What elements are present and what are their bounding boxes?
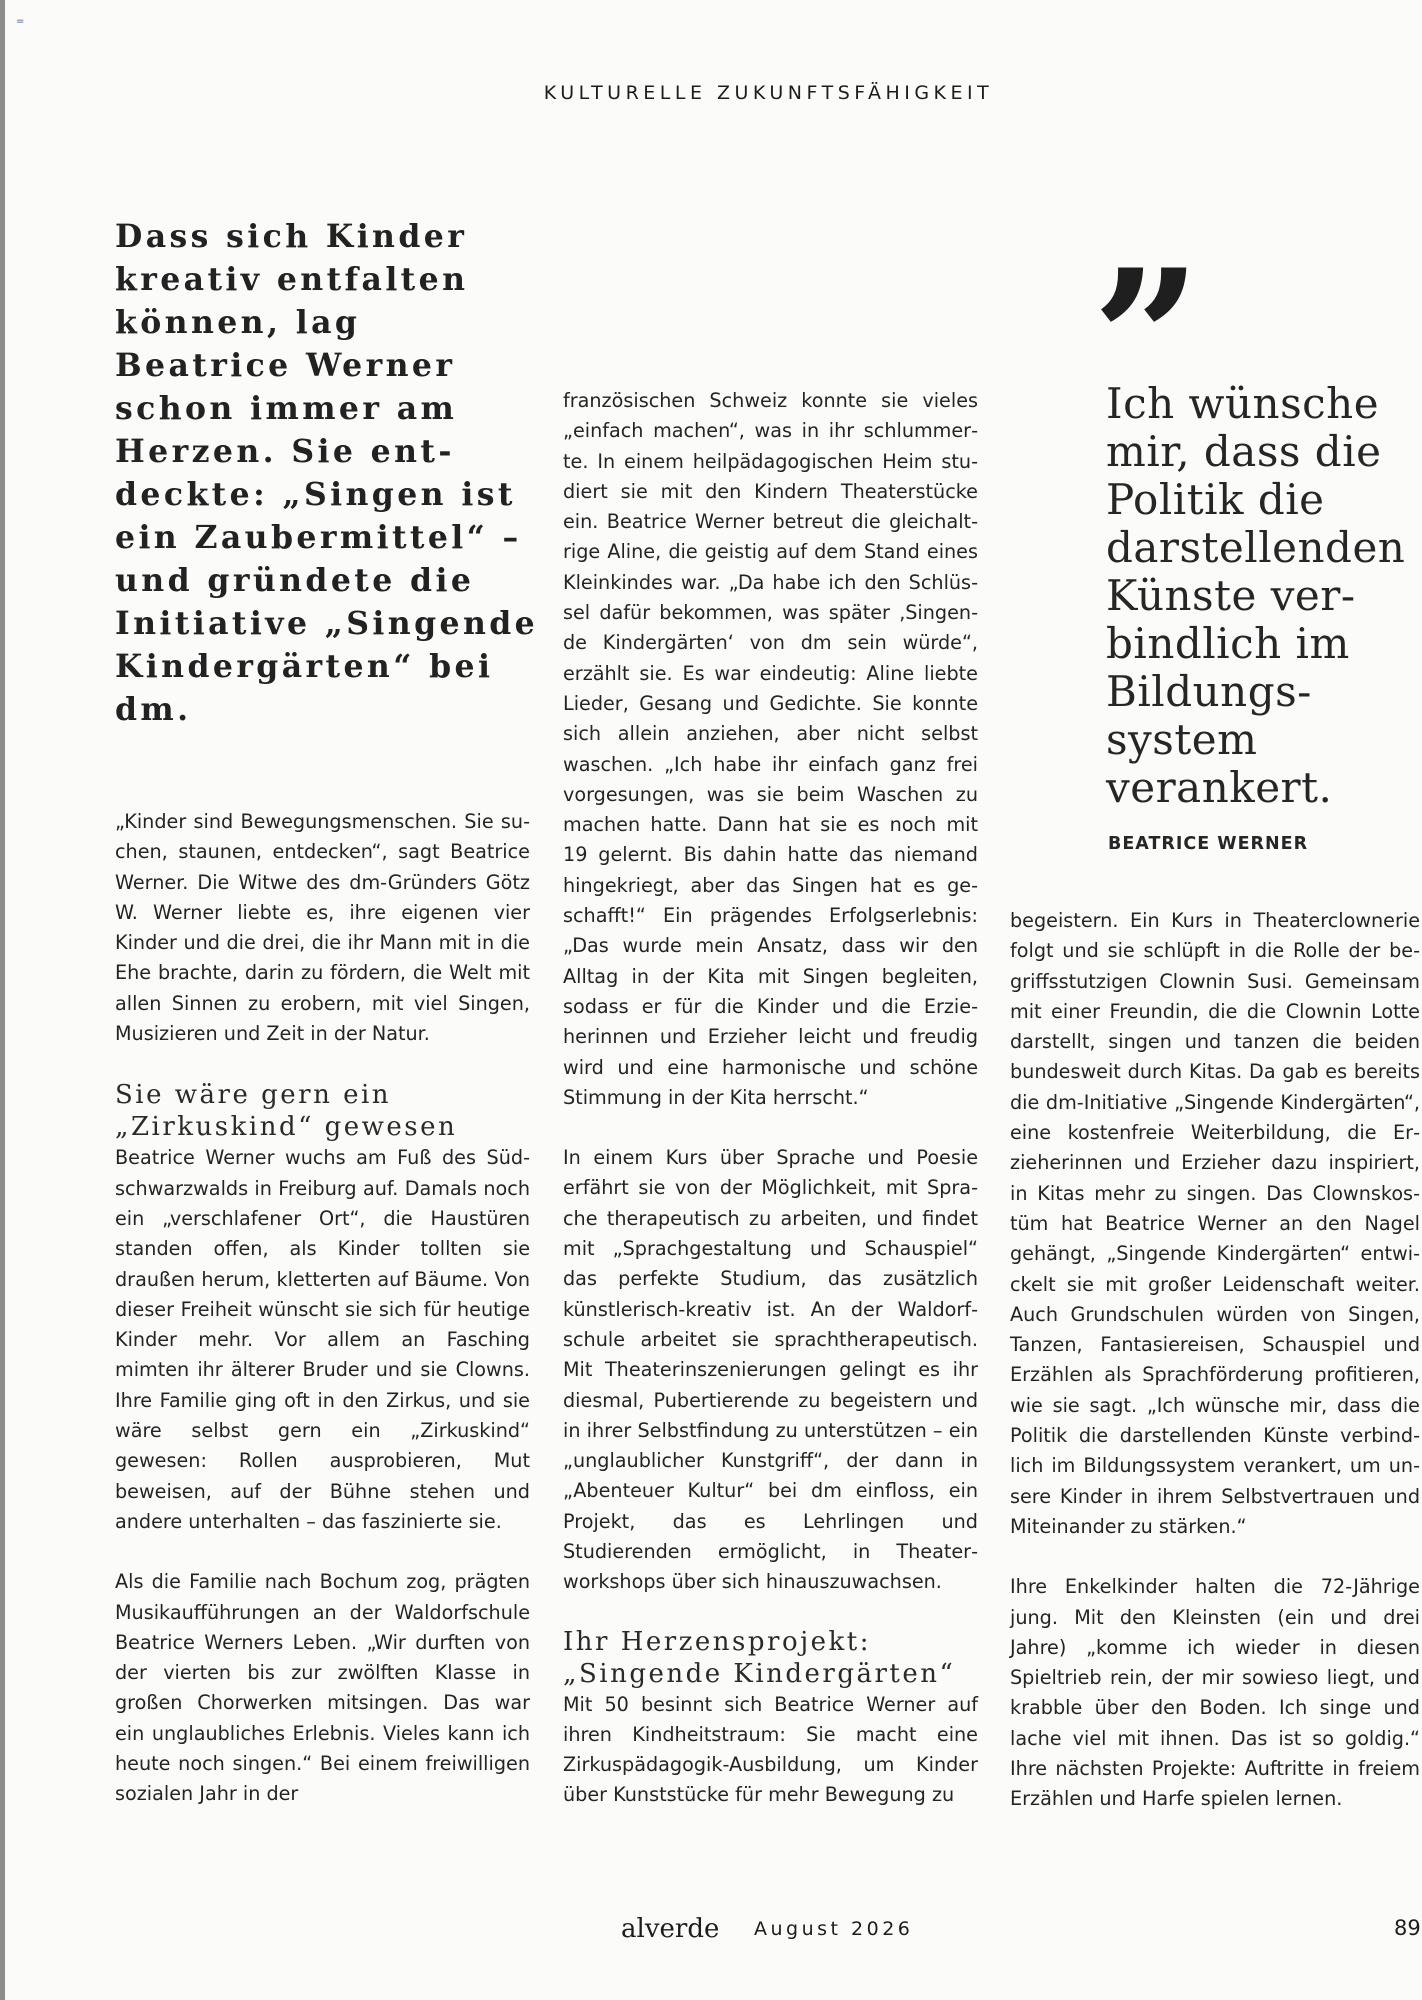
article-column-1: [115, 807, 530, 1810]
margin-mark: =: [16, 16, 25, 27]
article-column-3: [1010, 906, 1420, 1815]
paragraph: Als die Familie nach Bochum zog, prägten Musikaufführungen an der Waldorfschule Beatrice Werners Leben. „Wir durften von der vierten bis zur zwölften Klasse in großen Chorwerken mitsingen. Das war ein unglaubliches Erlebnis. Vieles kann ich heute noch singen.“ Bei einem freiwilligen sozialen Jahr in der: [115, 1570, 530, 1806]
issue-date: August 2026: [754, 1918, 914, 1940]
paragraph: „Kinder sind Bewegungsmenschen. Sie suchen, staunen, entdecken“, sagt Beatrice Werner. Die Witwe des dm-Gründers Götz W. Werner liebte es, ihre eigenen vier Kinder und die drei, die ihr Mann mit in die Ehe brachte, darin zu fördern, die Welt mit allen Sinnen zu erobern, mit viel Singen, Musizieren und Zeit in der Natur.: [115, 810, 530, 1046]
paragraph: Beatrice Werner wuchs am Fuß des Südschwarzwalds in Freiburg auf. Damals noch ein „verschlafener Ort“, die Haustüren standen offen, als Kinder tollten sie draußen herum, kletterten auf Bäume. Von dieser Freiheit wünscht sie sich für heutige Kinder mehr. Vor allem an Fasching mimten ihr älterer Bruder und sie Clowns. Ihre Familie ging oft in den Zirkus, und sie wäre selbst gern ein „Zirkuskind“ gewesen: Rollen ausprobieren, Mut beweisen, auf der Bühne stehen und andere unterhalten – das faszinierte sie.: [115, 1146, 530, 1533]
paragraph: französischen Schweiz konnte sie vieles „einfach machen“, was in ihr schlummerte. In einem heilpädagogischen Heim studiert sie mit den Kindern Theaterstücke ein. Beatrice Werner betreut die gleichaltrige Aline, die geistig auf dem Stand eines Kleinkindes war. „Da habe ich den Schlüssel dafür bekommen, was später ‚Singende Kindergärten‘ von dm sein würde“, erzählt sie. Es war eindeutig: Aline liebte Lieder, Gesang und Gedichte. Sie konnte sich allein anziehen, aber nicht selbst waschen. „Ich habe ihr einfach ganz frei vorgesungen, was sie beim Waschen zu machen hatte. Dann hat sie es noch mit 19 gelernt. Bis dahin hatte das niemand hingekriegt, aber das Singen hat es geschafft!“ Ein prägendes Erfolgserlebnis: „Das wurde mein Ansatz, dass wir den Alltag in der Kita mit Singen begleiten, sodass er für die Kinder und die Erzieherinnen und Erzieher leicht und freudig wird und eine harmonische und schöne Stimmung in der Kita herrscht.“: [563, 389, 978, 1109]
paragraph: begeistern. Ein Kurs in Theaterclownerie folgt und sie schlüpft in die Rolle der begriffsstutzigen Clownin Susi. Gemeinsam mit einer Freundin, die die Clownin Lotte darstellt, singen und tanzen die beiden bundesweit durch Kitas. Da gab es bereits die dm-Initiative „Singende Kindergärten“, eine kostenfreie Weiterbildung, die Erzieherinnen und Erzieher dazu inspiriert, in Kitas mehr zu singen. Das Clownskostüm hat Beatrice Werner an den Nagel gehängt, „Singende Kindergärten“ entwickelt sie mit großer Leidenschaft weiter. Auch Grundschulen würden von Singen, Tanzen, Fantasiereisen, Schauspiel und Erzählen als Sprachförderung profitieren, wie sie sagt. „Ich wünsche mir, dass die Politik die darstellenden Künste verbindlich im Bildungssystem verankert, um unsere Kinder in ihrem Selbstvertrauen und Miteinander zu stärken.“: [1010, 909, 1420, 1538]
subheading: Sie wäre gern ein „Zirkuskind“ gewesen: [115, 1080, 458, 1143]
paragraph: Mit 50 besinnt sich Beatrice Werner auf ihren Kindheitstraum: Sie macht eine Zirkuspädagogik-Ausbildung, um Kinder über Kunststücke für mehr Bewegung zu: [563, 1692, 978, 1807]
page-edge: [0, 0, 5, 2000]
pull-quote: Ich wünsche mir, dass die Politik die darstellenden Künste verbindlich im Bildungssystem verankert.: [1106, 379, 1406, 812]
quote-mark-icon: ”: [1092, 228, 1182, 451]
subheading: Ihr Herzensprojekt: „Singende Kindergärten“: [563, 1626, 956, 1689]
pull-quote-author: BEATRICE WERNER: [1108, 834, 1309, 854]
paragraph: Ihre Enkelkinder halten die 72-Jährige jung. Mit den Kleinsten (ein und drei Jahre) „komme ich wieder in diesen Spieltrieb rein, der mir sowieso liegt, und krabble über den Boden. Ich singe und lache viel mit ihnen. Das ist so goldig.“ Ihre nächsten Projekte: Auftritte in freiem Erzählen und Harfe spielen lernen.: [1010, 1575, 1420, 1811]
article-column-2: [563, 386, 978, 1811]
magazine-logo: alverde: [621, 1914, 720, 1944]
paragraph: In einem Kurs über Sprache und Poesie erfährt sie von der Möglichkeit, mit Sprache therapeutisch zu arbeiten, und findet mit „Sprachgestaltung und Schauspiel“ das perfekte Studium, das zusätzlich künstlerisch-kreativ ist. An der Waldorfschule arbeitet sie sprachtherapeutisch. Mit Theaterinszenierungen gelingt es ihr diesmal, Pubertierende zu begeistern und in ihrer Selbstfindung zu unterstützen – ein „unglaublicher Kunstgriff“, der dann in „Abenteuer Kultur“ bei dm einfloss, ein Projekt, das es Lehrlingen und Studierenden ermöglicht, in Theaterworkshops über sich hinauszuwachsen.: [563, 1146, 978, 1594]
page-number: 89: [1394, 1916, 1421, 1940]
section-kicker: KULTURELLE ZUKUNFTSFÄHIGKEIT: [543, 82, 994, 104]
intro-lead: Dass sich Kinder kreativ entfalten können, lag Beatrice Werner schon immer am Herzen. Sie entdeckte: „Singen ist ein Zaubermittel“ – und gründete die Initiative „Singende Kindergärten“ bei dm.: [115, 218, 539, 728]
